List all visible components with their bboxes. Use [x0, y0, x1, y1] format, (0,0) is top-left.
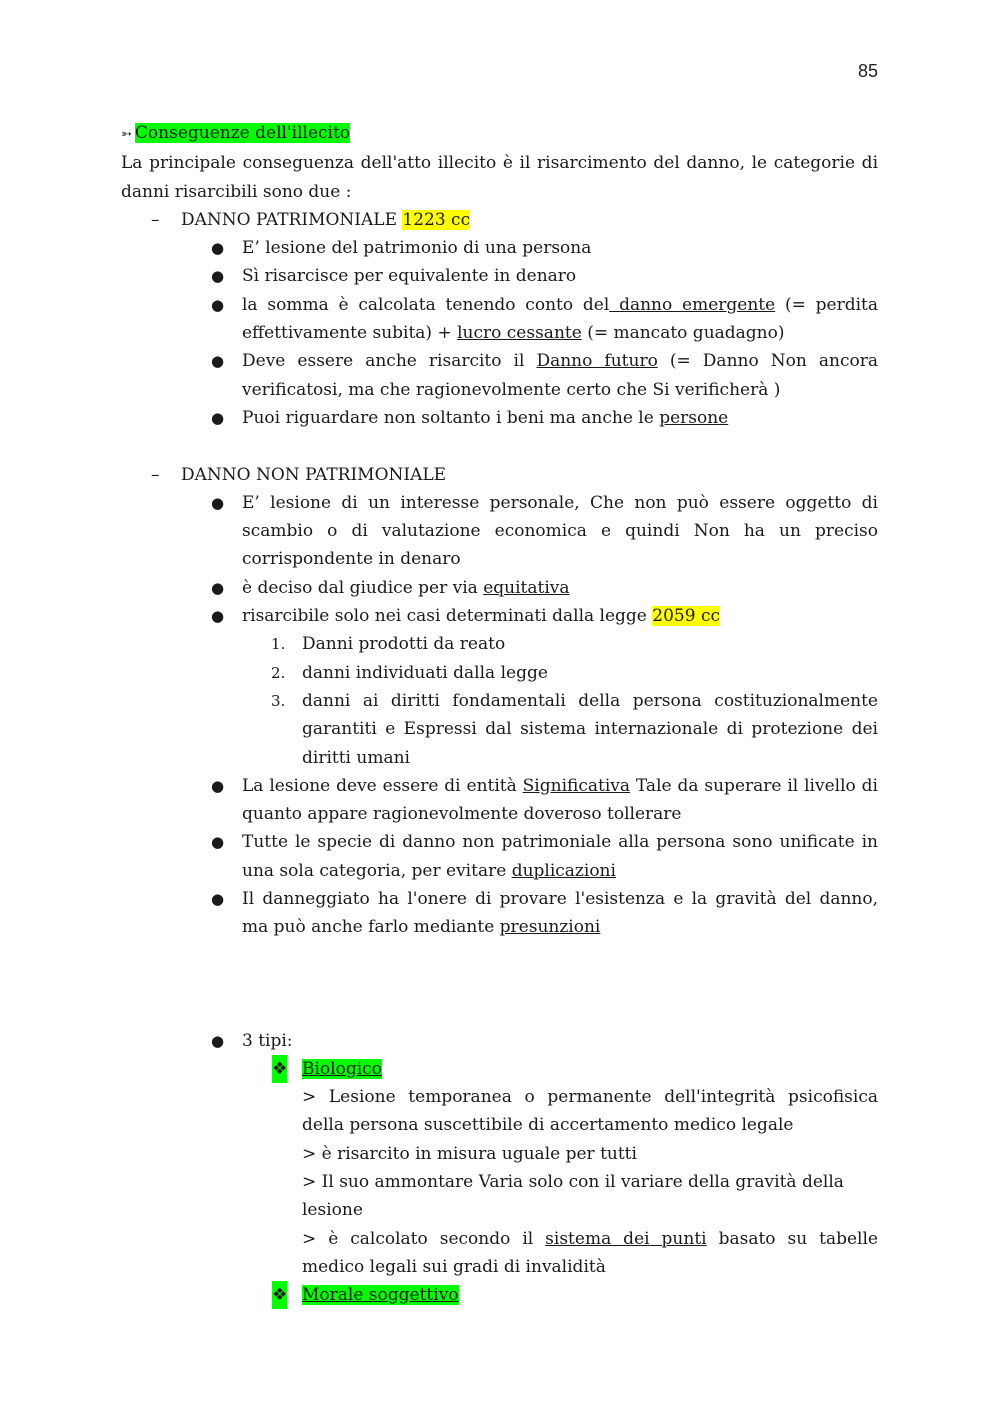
- article-reference: 1223 cc: [402, 209, 471, 230]
- list-item-text: risarcibile solo nei casi determinati dalla legge: [242, 606, 653, 627]
- intro-paragraph: La principale conseguenza dell'atto illecito è il risarcimento del danno, le categorie di danni risarcibili sono due :: [121, 153, 878, 202]
- bullet-icon: ●: [211, 352, 225, 371]
- underlined-term: sistema dei punti: [545, 1228, 707, 1249]
- page-number: 85: [857, 61, 878, 81]
- dash-marker: –: [151, 464, 160, 485]
- category-non-patrimoniale: [121, 461, 878, 489]
- underlined-term: Significativa: [522, 775, 631, 796]
- spacer: [121, 942, 878, 1027]
- category-title: DANNO PATRIMONIALE: [181, 209, 403, 230]
- underlined-term: presunzioni: [499, 917, 601, 938]
- list-item: [121, 885, 878, 942]
- list-item: [121, 489, 878, 574]
- bullet-icon: ●: [211, 295, 225, 314]
- list-item: [121, 602, 878, 630]
- list-item-text: è deciso dal giudice per via: [242, 577, 484, 598]
- numbered-item-text: danni ai diritti fondamentali della persona costituzionalmente garantiti e Espressi dal sistema internazionale di protezione dei diritti umani: [302, 690, 878, 768]
- type-title: Biologico: [302, 1058, 382, 1079]
- type-item-biologico: [121, 1055, 878, 1083]
- bullet-icon: ●: [211, 493, 225, 512]
- type-description-line: [121, 1225, 878, 1282]
- list-item-text: Tutte le specie di danno non patrimoniale alla persona sono unificate in una sola categoria, per evitare: [242, 832, 878, 881]
- underlined-term: lucro cessante: [457, 323, 582, 344]
- numbered-item-text: danni individuati dalla legge: [302, 662, 548, 683]
- list-item-text: la somma è calcolata tenendo conto del: [242, 294, 610, 315]
- section-heading: [121, 119, 878, 149]
- list-item-text: Sì risarcisce per equivalente in denaro: [242, 266, 577, 287]
- bullet-icon: ●: [211, 607, 225, 626]
- number-marker: 1.: [271, 635, 286, 654]
- list-item: [121, 772, 878, 829]
- bullet-icon: ●: [211, 833, 225, 852]
- article-reference: 2059 cc: [652, 606, 720, 627]
- number-marker: 2.: [271, 663, 286, 682]
- bullet-icon: ●: [211, 408, 225, 427]
- list-item: [121, 262, 878, 290]
- bullet-icon: ●: [211, 776, 225, 795]
- arrow-icon: ➳: [121, 127, 132, 142]
- numbered-item: [121, 687, 878, 772]
- list-item-text: Il danneggiato ha l'onere di provare l'esistenza e la gravità del danno, ma può anche farlo mediante: [242, 889, 878, 938]
- list-item: [121, 347, 878, 404]
- category-title: DANNO NON PATRIMONIALE: [181, 464, 447, 485]
- line-text: > è calcolato secondo il: [302, 1228, 546, 1249]
- diamond-bullet-icon: ❖: [272, 1281, 287, 1309]
- underlined-term: equitativa: [483, 577, 570, 598]
- type-title: Morale soggettivo: [302, 1285, 459, 1306]
- spacer: [121, 432, 878, 460]
- list-item: [121, 234, 878, 262]
- category-patrimoniale: [121, 206, 878, 234]
- list-item: [121, 574, 878, 602]
- bullet-icon: ●: [211, 890, 225, 909]
- underlined-term: danno emergente: [609, 294, 776, 315]
- list-item-text: (= Danno Non ancora verificatosi, ma che ragionevolmente certo che Si verificherà ): [242, 351, 878, 400]
- numbered-item: [121, 659, 878, 687]
- list-item-text: E’ lesione di un interesse personale, Che non può essere oggetto di scambio o di valutazione economica e quindi Non ha un preciso corrispondente in denaro: [242, 492, 878, 570]
- numbered-item: [121, 630, 878, 658]
- list-item-text: Deve essere anche risarcito il: [242, 351, 537, 372]
- list-item: [121, 404, 878, 432]
- line-text: basato su tabelle medico legali sui gradi di invalidità: [302, 1228, 878, 1277]
- document-body: [121, 119, 878, 1309]
- type-item-morale: [121, 1281, 878, 1309]
- list-item-text: (= perdita effettivamente subita) +: [242, 294, 878, 344]
- diamond-bullet-icon: ❖: [272, 1055, 287, 1083]
- numbered-item-text: Danni prodotti da reato: [302, 634, 506, 655]
- bullet-icon: ●: [211, 239, 225, 258]
- underlined-term: duplicazioni: [511, 860, 616, 881]
- underlined-term: Danno futuro: [536, 351, 658, 372]
- list-item: [121, 1027, 878, 1055]
- type-description-line: > è risarcito in misura uguale per tutti: [302, 1143, 637, 1164]
- number-marker: 3.: [271, 691, 286, 710]
- underlined-term: persone: [659, 407, 729, 428]
- list-item: [121, 828, 878, 885]
- list-item-text: Puoi riguardare non soltanto i beni ma anche le: [242, 407, 660, 428]
- dash-marker: –: [151, 209, 160, 230]
- list-item: [121, 291, 878, 348]
- bullet-icon: ●: [211, 267, 225, 286]
- type-description-line: > Lesione temporanea o permanente dell'integrità psicofisica della persona suscettibile di accertamento medico legale: [302, 1087, 878, 1136]
- list-item-text: 3 tipi:: [242, 1030, 293, 1051]
- list-item-text: E’ lesione del patrimonio di una persona: [242, 238, 592, 259]
- list-item-text: Tale da superare il livello di quanto appare ragionevolmente doveroso tollerare: [242, 775, 878, 825]
- list-item-text: (= mancato guadagno): [581, 323, 785, 344]
- type-description-line: > Il suo ammontare Varia solo con il variare della gravità della lesione: [302, 1171, 844, 1221]
- bullet-icon: ●: [211, 578, 225, 597]
- bullet-icon: ●: [211, 1031, 225, 1050]
- heading-text: Conseguenze dell'illecito: [134, 123, 351, 143]
- list-item-text: La lesione deve essere di entità: [242, 775, 523, 796]
